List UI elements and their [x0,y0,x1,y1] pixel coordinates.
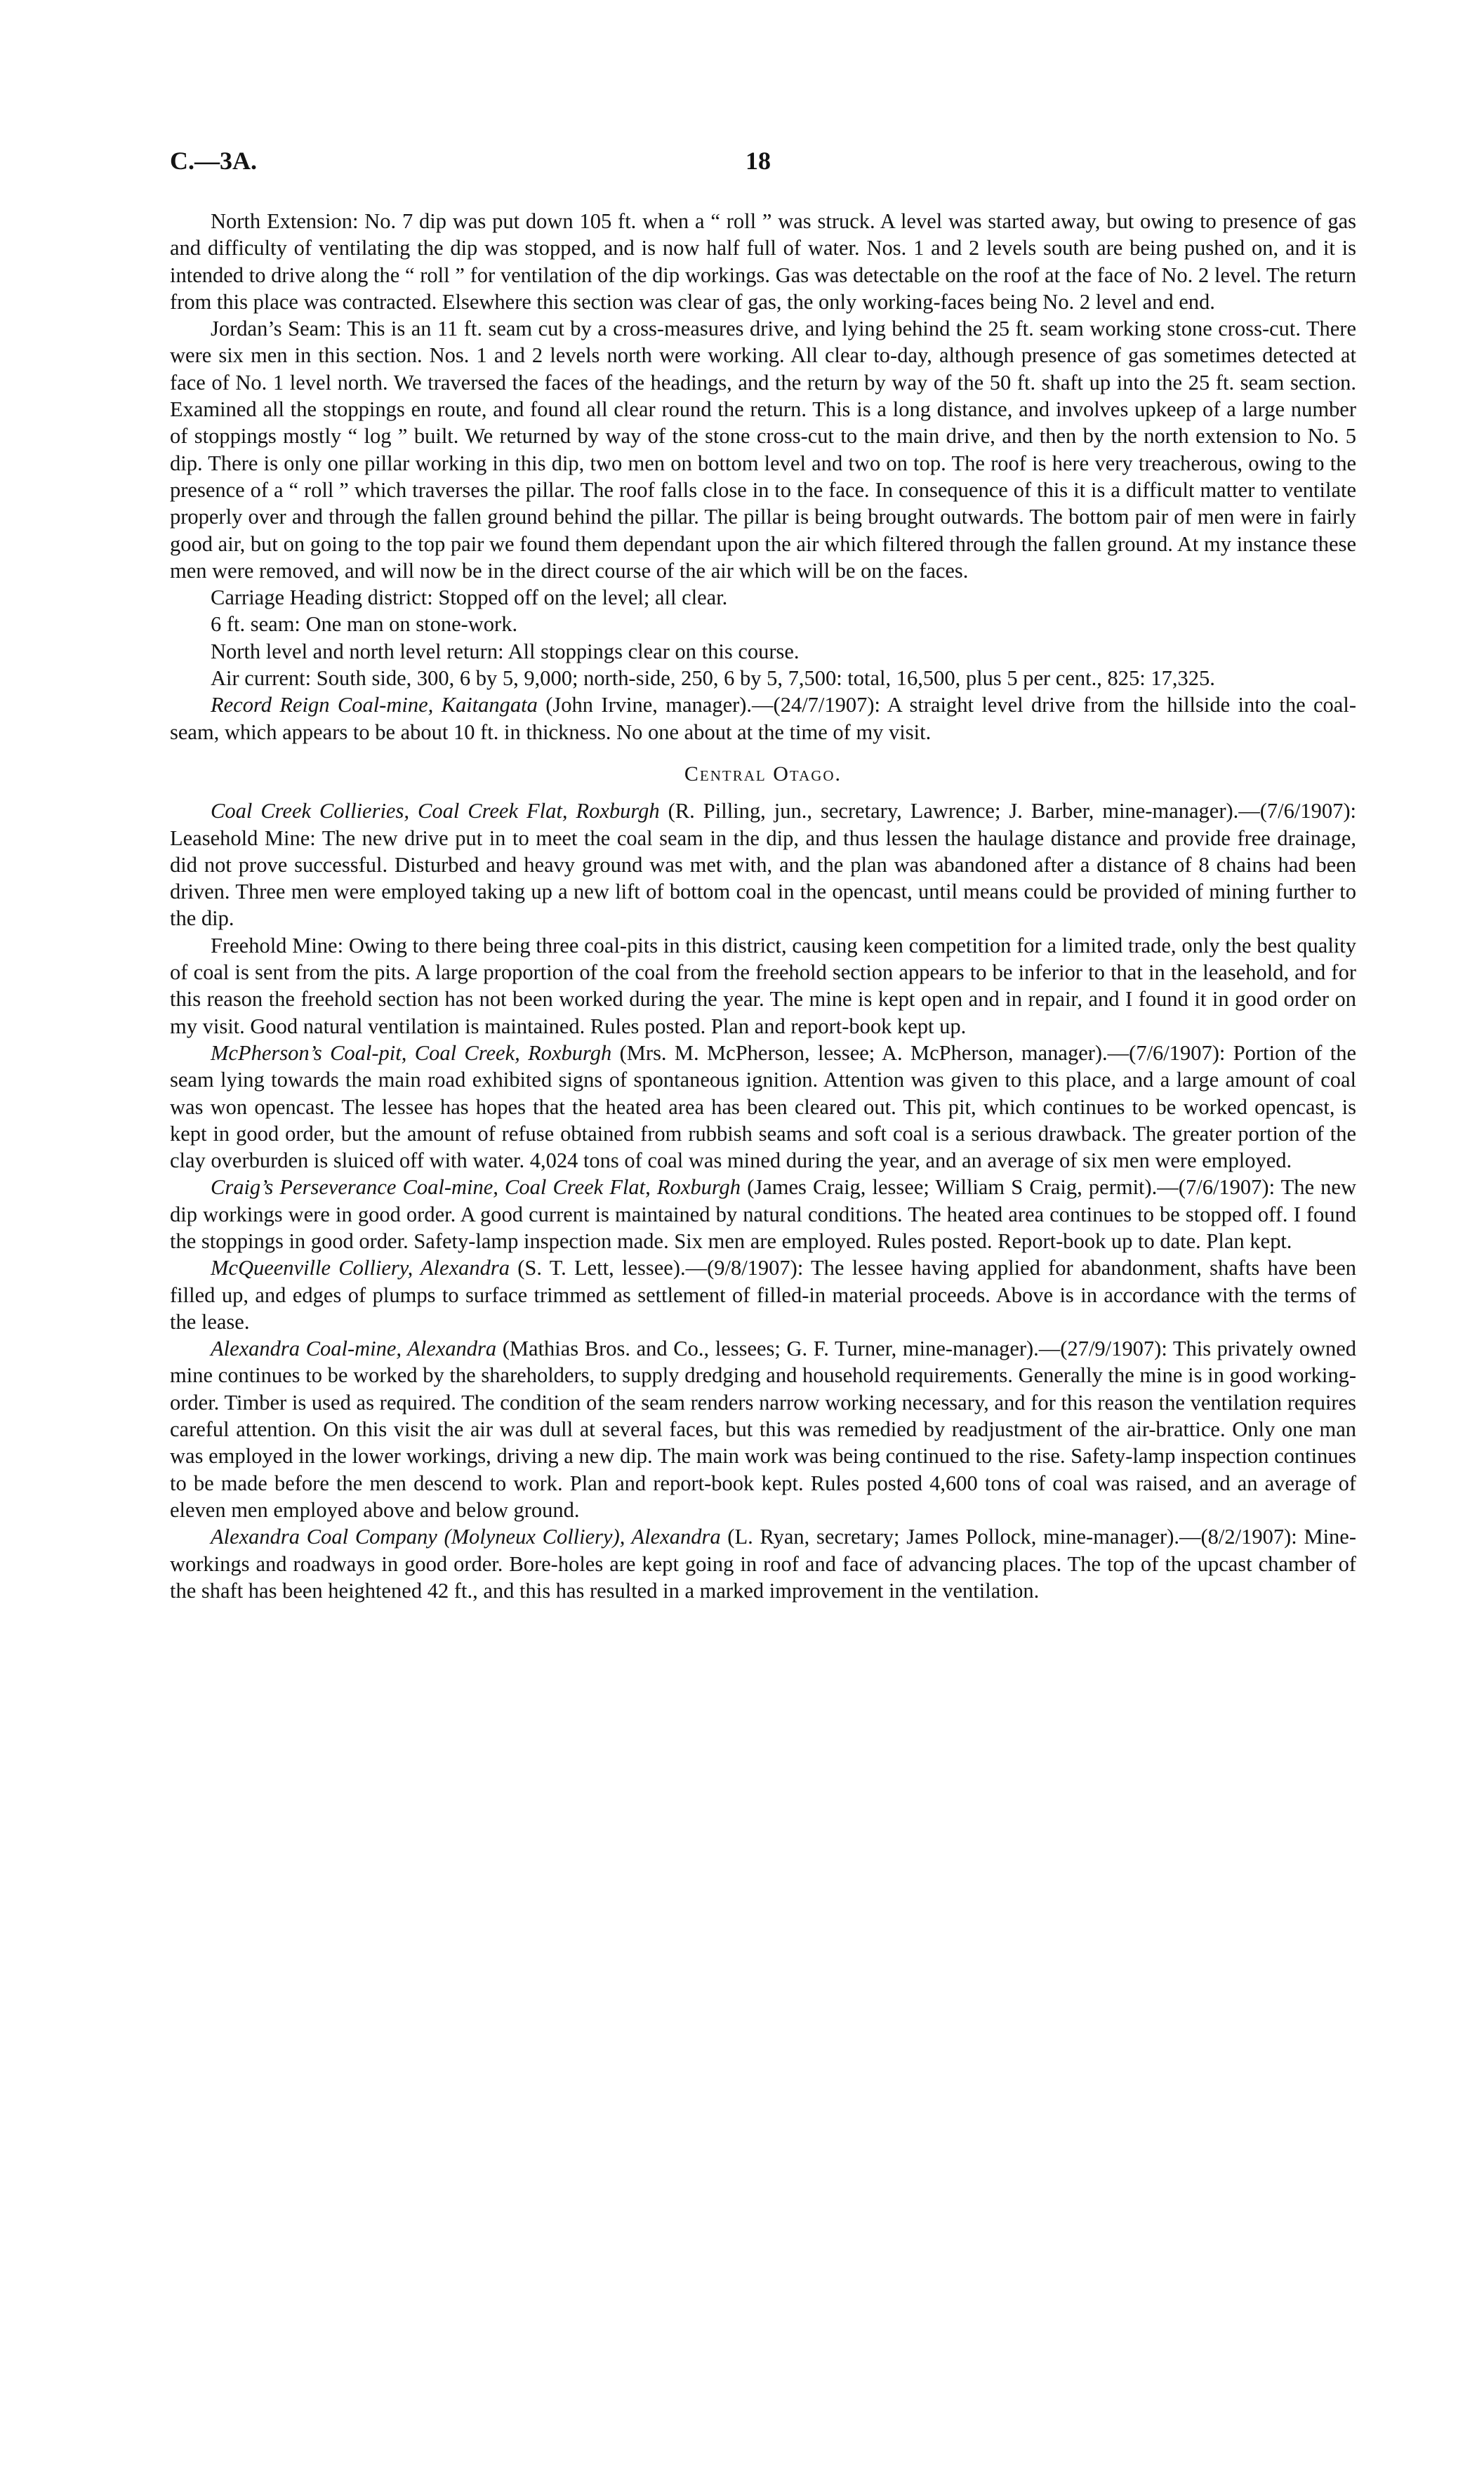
mine-report-text: (James Craig, lessee; William S Craig, permit).—(7/6/1907): The new dip workings were in good order. A good current is maintained by natural conditions. The heated area continues to be stopped off. I found the stoppings in good order. Safety-lamp inspection made. Six men are employed. Rules posted. Report-book up to date. Plan kept. [170,1175,1356,1253]
paragraph-air-current: Air current: South side, 300, 6 by 5, 9,000; north-side, 250, 6 by 5, 7,500: total, 16,500, plus 5 per cent., 825: 17,325. [211,666,1215,691]
mine-report-text: (John Irvine, manager).—(24/7/1907): A straight level drive from the hillside into the coal-seam, which appears to be about 10 ft. in thickness. No one about at the time of my visit. [170,693,1356,744]
mine-name: McPherson’s Coal-pit, Coal Creek, Roxburgh [211,1040,612,1065]
mine-report-text: (Mrs. M. McPherson, lessee; A. McPherson, manager).—(7/6/1907): Portion of the seam lying towards the main road exhibited signs of spontaneous ignition. Attention was given to this place, and a large amount of coal was won opencast. The lessee has hopes that the heated area has been cleared out. This pit, which continues to be worked opencast, is kept in good order, but the amount of refuse obtained from rubbish seams and soft coal is a serious drawback. The greater portion of the clay overburden is sluiced off with water. 4,024 tons of coal was mined during the year, and an average of six men were employed. [170,1040,1356,1173]
mine-name: Alexandra Coal Company (Molyneux Colliery), Alexandra [211,1525,721,1549]
paragraph-alexandra-coal-mine [170,1335,1356,1523]
document-page [170,0,1356,2478]
paragraph-mcpherson [170,1040,1356,1174]
mine-name: Craig’s Perseverance Coal-mine, Coal Creek Flat, Roxburgh [211,1175,741,1200]
page-body [170,208,1356,1604]
mine-report-text: (Mathias Bros. and Co., lessees; G. F. Turner, mine-manager).—(27/9/1907): This privately owned mine continues to be worked by the shareholders, to supply dredging and household requirements. Generally the mine is in good working-order. Timber is used as required. The condition of the seam renders narrow working necessary, and for this reason the ventilation requires careful attention. On this visit the air was dull at several faces, but this was remedied by readjustment of the air-brattice. Only one man was employed in the lower workings, driving a new dip. The main work was being continued to the rise. Safety-lamp inspection continues to be made before the men descend to work. Plan and report-book kept. Rules posted 4,600 tons of coal was raised, and an average of eleven men employed above and below ground. [170,1337,1357,1522]
paragraph-record-reign [170,691,1356,746]
mine-name: Record Reign Coal-mine, Kaitangata [211,693,538,717]
mine-report-text: (S. T. Lett, lessee).—(9/8/1907): The lessee having applied for abandonment, shafts have been filled up, and edges of plumps to surface trimmed as settlement of filled-in material proceeds. Above is in accordance with the terms of the lease. [170,1256,1356,1334]
mine-report-text: (R. Pilling, jun., secretary, Lawrence; J. Barber, mine-manager).—(7/6/1907): Leasehold Mine: The new drive put in to meet the coal seam in the dip, and thus lessen the haulage distance and provide free drainage, did not prove successful. Disturbed and heavy ground was met with, and the plan was abandoned after a distance of 8 chains had been driven. Three men were employed taking up a new lift of bottom coal in the opencast, until means could be provided of mining further to the dip. [170,799,1356,931]
paragraph-coal-creek [170,797,1356,932]
report-reference: C.—3A. [170,147,257,175]
paragraph-freehold-mine: Freehold Mine: Owing to there being three coal-pits in this district, causing keen competition for a limited trade, only the best quality of coal is sent from the pits. A large proportion of the coal from the freehold section appears to be inferior to that in the leasehold, and for this reason the freehold section has not been worked during the year. The mine is kept open and in repair, and I found it in good order on my visit. Good natural ventilation is maintained. Rules posted. Plan and report-book kept up. [170,933,1356,1038]
paragraph-craig [170,1174,1356,1254]
paragraph-carriage-heading: Carriage Heading district: Stopped off on the level; all clear. [211,585,728,610]
paragraph-jordans-seam: Jordan’s Seam: This is an 11 ft. seam cut by a cross-measures drive, and lying behind the 25 ft. seam working stone cross-cut. There were six men in this section. Nos. 1 and 2 levels north were working. All clear to-day, although presence of gas sometimes detected at face of No. 1 level north. We traversed the faces of the headings, and the return by way of the 50 ft. shaft up into the 25 ft. seam section. Examined all the stoppings en route, and found all clear round the return. This is a long distance, and involves upkeep of a large number of stoppings mostly “ log ” built. We returned by way of the stone cross-cut to the main drive, and then by the north extension to No. 5 dip. There is only one pillar working in this dip, two men on bottom level and two on top. The roof is here very treacherous, owing to the presence of a “ roll ” which traverses the pillar. The roof falls close in to the face. In consequence of this it is a difficult matter to ventilate properly over and through the fallen ground behind the pillar. The pillar is being brought outwards. The bottom pair of men were in fairly good air, but on going to the top pair we found them dependant upon the air which filtered through the fallen ground. At my instance these men were removed, and will now be in the direct course of the air which will be on the faces. [170,317,1356,583]
section-heading-central-otago: Central Otago. [684,762,842,786]
paragraph-north-extension: North Extension: No. 7 dip was put down 105 ft. when a “ roll ” was struck. A level was started away, but owing to presence of gas and difficulty of ventilating the dip was stopped, and is now half full of water. Nos. 1 and 2 levels south are being pushed on, and it is intended to drive along the “ roll ” for ventilation of the dip workings. Gas was detectable on the roof at the face of No. 2 level. The return from this place was contracted. Elsewhere this section was clear of gas, the only working-faces being No. 2 level and end. [170,209,1356,314]
mine-name: McQueenville Colliery, Alexandra [211,1256,510,1280]
mine-report-text: (L. Ryan, secretary; James Pollock, mine-manager).—(8/2/1907): Mine-workings and roadways in good order. Bore-holes are kept going in roof and face of advancing places. The top of the upcast chamber of the shaft has been heightened 42 ft., and this has resulted in a marked improvement in the ventilation. [170,1525,1356,1603]
page-number: 18 [746,147,771,175]
paragraph-six-ft-seam: 6 ft. seam: One man on stone-work. [211,612,518,637]
paragraph-north-level: North level and north level return: All stoppings clear on this course. [211,639,800,663]
mine-name: Coal Creek Collieries, Coal Creek Flat, Roxburgh [211,799,660,823]
paragraph-alexandra-coal-company [170,1523,1356,1604]
page-header [170,143,1356,178]
paragraph-mcqueenville [170,1254,1356,1335]
mine-name: Alexandra Coal-mine, Alexandra [211,1337,497,1361]
